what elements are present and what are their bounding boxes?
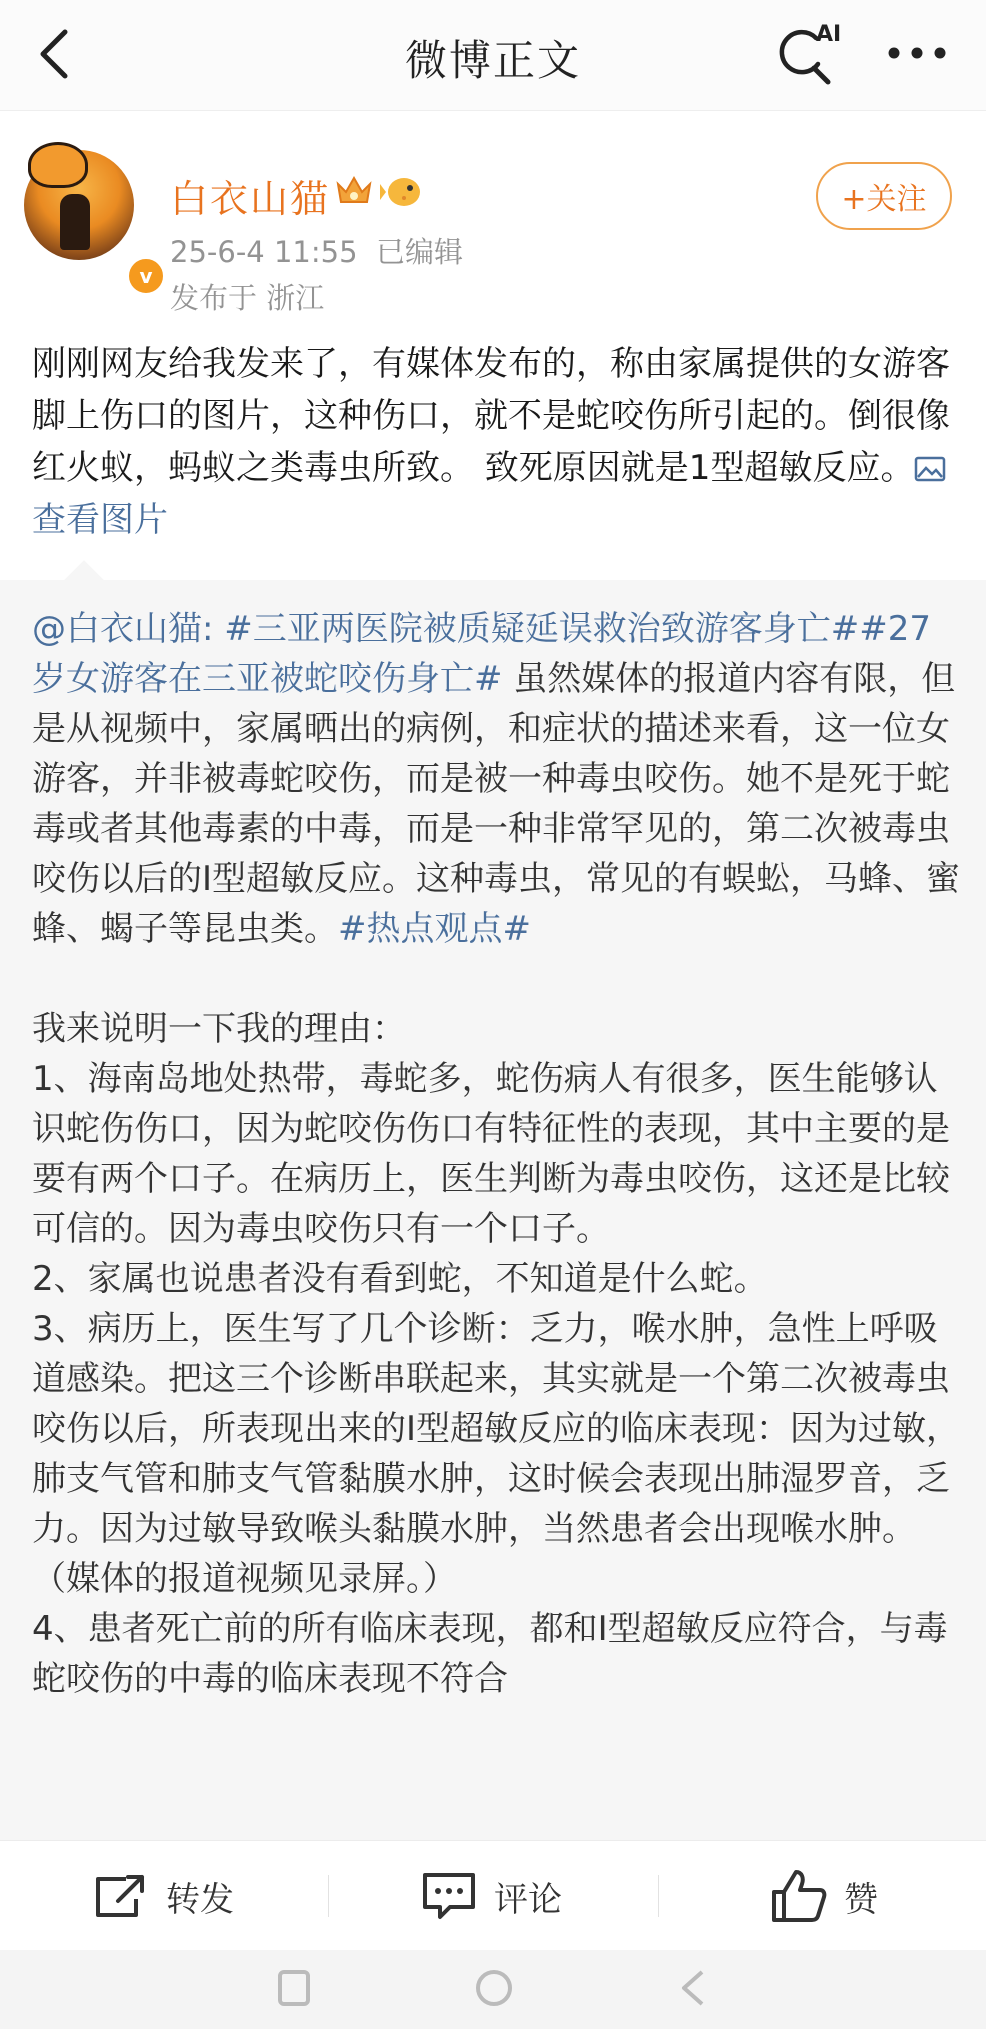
retweet-card[interactable] (0, 580, 986, 1840)
repost-label: 转发 (166, 1879, 234, 1920)
ai-search-button[interactable] (776, 20, 846, 86)
mention-link[interactable]: @白衣山猫: (32, 609, 214, 649)
image-icon (914, 455, 946, 483)
comment-label: 评论 (494, 1879, 562, 1920)
post-meta (170, 230, 463, 271)
verified-badge-icon: v (126, 256, 166, 296)
recent-apps-icon[interactable] (270, 1964, 318, 2012)
post-text: 刚刚网友给我发来了，有媒体发布的，称由家属提供的女游客脚上伤口的图片，这种伤口，就不是蛇咬伤所引起的。倒很像红火蚁，蚂蚁之类毒虫所致。 致死原因就是1型超敏反应。 (32, 344, 950, 488)
retweet-paragraph: 我来说明一下我的理由： 1、海南岛地处热带，毒蛇多，蛇伤病人有很多，医生能够认识蛇伤伤口，因为蛇咬伤伤口有特征性的表现，其中主要的是要有两个口子。在病历上，医生判断为毒虫咬伤，这还是比较可信的。因为毒虫咬伤只有一个口子。 2、家属也说患者没有看到蛇，不知道是什么蛇。 3、病历上，医生写了几个诊断：乏力，喉水肿，急性上呼吸道感染。把这三个诊断串联起来，其实就是一个第二次被毒虫咬伤以后，所表现出来的I型超敏反应的临床表现：因为过敏，肺支气管和肺支气管黏膜水肿，这时候会表现出肺湿罗音，乏力。因为过敏导致喉头黏膜水肿，当然患者会出现喉水肿。（媒体的报道视频见录屏。） 4、患者死亡前的所有临床表现，都和I型超敏反应符合，与毒蛇咬伤的中毒的临床表现不符合 (32, 1009, 961, 1699)
view-images-label: 查看图片 (32, 500, 168, 540)
back-nav-icon[interactable] (670, 1964, 718, 2012)
more-button[interactable] (882, 30, 952, 76)
topic-link[interactable]: #三亚两医院被质疑延误救治致游客身亡# (224, 609, 860, 649)
home-icon[interactable] (470, 1964, 518, 2012)
author-header (0, 126, 986, 326)
puffer-fish-icon (380, 172, 426, 212)
more-dots-icon (887, 46, 947, 60)
edited-label: 已编辑 (375, 235, 463, 269)
retweet-body (32, 604, 962, 1704)
system-nav-bar (0, 1950, 986, 2029)
tiger-hat (28, 142, 88, 188)
repost-icon (90, 1871, 150, 1921)
member-crown-icon (334, 170, 374, 210)
retweet-paragraph: 虽然媒体的报道内容有限，但是从视频中，家属晒出的病例，和症状的描述来看，这一位女游客，并非被毒蛇咬伤，而是被一种毒虫咬伤。她不是死于蛇毒或者其他毒素的中毒，而是一种非常罕见的，第二次被毒虫咬伤以后的I型超敏反应。这种毒虫，常见的有蜈蚣，马蜂、蜜蜂、蝎子等昆虫类。 (32, 659, 961, 949)
action-bar (0, 1840, 986, 1951)
avatar-figure (60, 194, 90, 250)
follow-button[interactable]: +关注 (816, 162, 952, 230)
post-body (32, 338, 962, 546)
repost-button[interactable] (90, 1841, 234, 1951)
thumbs-up-icon (770, 1868, 828, 1924)
page-title: 微博正文 (404, 36, 581, 85)
divider (658, 1875, 659, 1917)
topic-link[interactable]: #热点观点# (338, 909, 531, 949)
avatar[interactable] (24, 150, 153, 288)
ai-label: AI (816, 22, 842, 47)
like-label: 赞 (844, 1879, 878, 1920)
divider (328, 1875, 329, 1917)
comment-button[interactable] (420, 1841, 562, 1951)
post-date: 25-6-4 11:55 (170, 235, 358, 269)
author-name[interactable]: 白衣山猫 (170, 177, 331, 221)
comment-icon (420, 1870, 478, 1922)
top-bar (0, 0, 986, 111)
like-button[interactable] (770, 1841, 878, 1951)
post-location: 发布于 浙江 (170, 281, 325, 315)
topic-link[interactable]: #27岁女游客在三亚被蛇咬伤身亡# (32, 609, 932, 699)
